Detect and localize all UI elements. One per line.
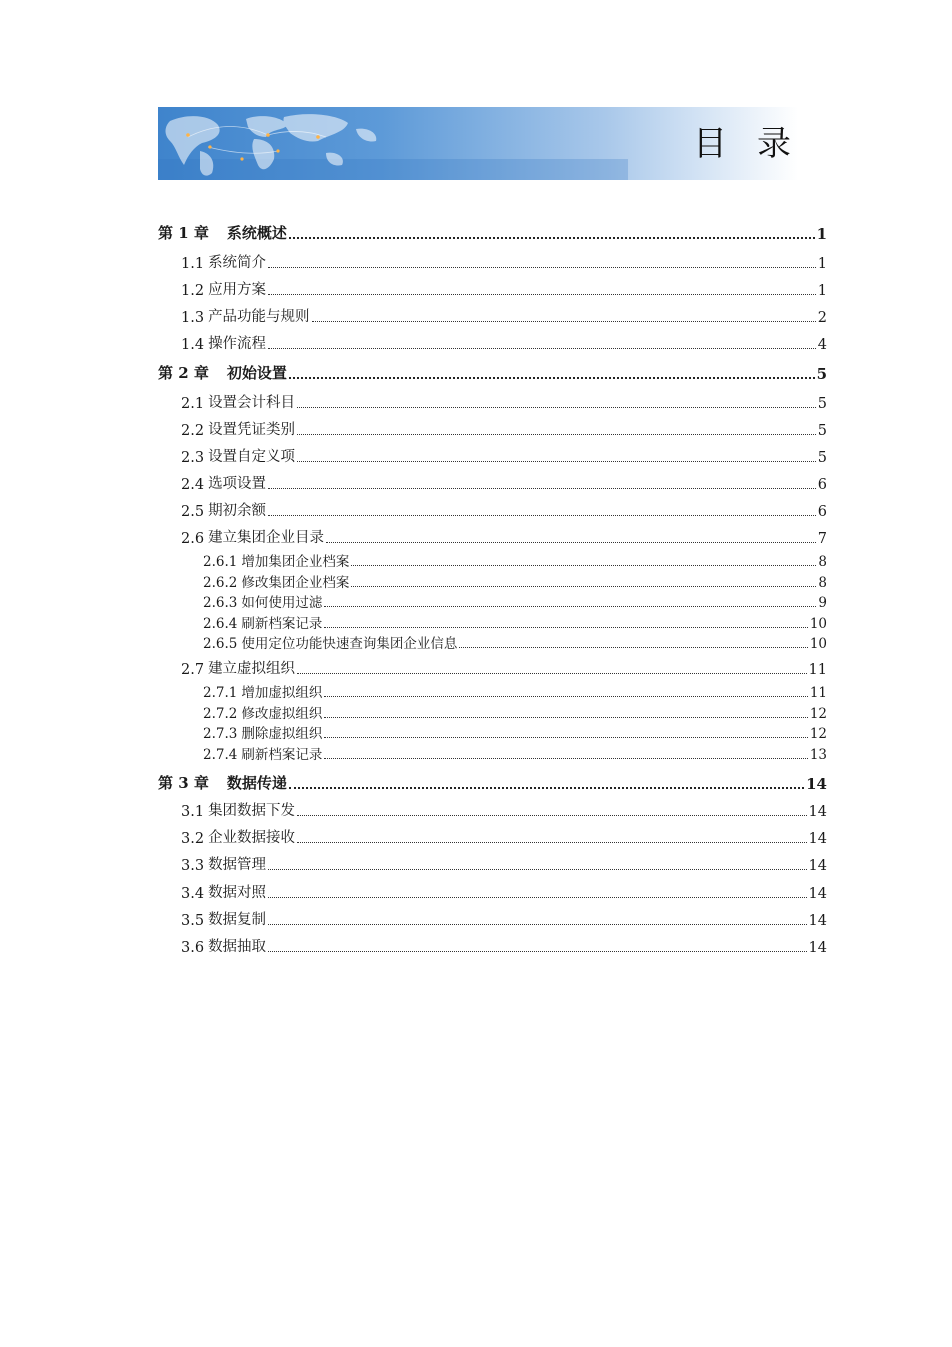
- toc-section-entry[interactable]: [181, 658, 827, 678]
- toc-entry-number: 2.5: [181, 504, 205, 520]
- toc-entry-title: 集团数据下发: [208, 803, 296, 819]
- toc-entry-page-number: 6: [817, 477, 827, 493]
- toc-entry-number: 2.6: [181, 531, 205, 547]
- toc-entry-number: 3.6: [181, 940, 205, 956]
- toc-entry-page-number: 5: [817, 396, 827, 412]
- toc-entry-page-number: 4: [817, 337, 827, 353]
- toc-section-entry[interactable]: [181, 500, 827, 520]
- toc-leader-dots: [324, 626, 807, 628]
- toc-section-entry[interactable]: [203, 746, 827, 763]
- toc-section-entry[interactable]: [203, 635, 827, 652]
- toc-chapter-entry[interactable]: [158, 223, 827, 243]
- toc-entry-title: 数据抽取: [208, 939, 267, 955]
- toc-entry-title: 建立集团企业目录: [208, 530, 325, 546]
- toc-entry-number: 2.2: [181, 423, 205, 439]
- toc-section-entry[interactable]: [181, 252, 827, 272]
- toc-entry-number: 1.4: [181, 337, 205, 353]
- toc-leader-dots: [297, 672, 806, 674]
- toc-entry-number: 3.5: [181, 913, 205, 929]
- toc-entry-title: 企业数据接收: [208, 830, 296, 846]
- toc-leader-dots: [268, 266, 816, 268]
- toc-entry-title: 增加虚拟组织: [241, 685, 323, 701]
- toc-leader-dots: [297, 406, 816, 408]
- toc-entry-number: 1.1: [181, 256, 205, 272]
- toc-entry-title: 数据对照: [208, 885, 267, 901]
- toc-section-entry[interactable]: [203, 615, 827, 632]
- toc-entry-number: 1.2: [181, 283, 205, 299]
- toc-leader-dots: [351, 564, 816, 566]
- toc-entry-page-number: 11: [809, 685, 827, 701]
- toc-entry-number: 2.6.3: [203, 595, 238, 611]
- toc-entry-page-number: 14: [808, 831, 827, 847]
- toc-entry-page-number: 12: [809, 726, 827, 742]
- toc-entry-title: 数据传递: [226, 774, 287, 792]
- toc-section-entry[interactable]: [181, 419, 827, 439]
- toc-entry-page-number: 9: [818, 595, 827, 611]
- toc-entry-page-number: 14: [808, 886, 827, 902]
- toc-section-entry[interactable]: [181, 306, 827, 326]
- toc-section-entry[interactable]: [203, 684, 827, 701]
- toc-section-entry[interactable]: [203, 725, 827, 742]
- toc-entry-number: 2.6.1: [203, 554, 238, 570]
- toc-leader-dots: [324, 736, 807, 738]
- toc-entry-page-number: 14: [806, 775, 827, 793]
- toc-section-entry[interactable]: [181, 909, 827, 929]
- toc-entry-page-number: 1: [817, 283, 827, 299]
- toc-entry-title: 数据管理: [208, 857, 267, 873]
- toc-entry-number: 2.6.4: [203, 616, 238, 632]
- toc-entry-title: 设置凭证类别: [208, 422, 296, 438]
- toc-leader-dots: [324, 605, 816, 607]
- toc-entry-page-number: 5: [817, 450, 827, 466]
- toc-section-entry[interactable]: [181, 333, 827, 353]
- toc-entry-page-number: 14: [808, 940, 827, 956]
- toc-entry-page-number: 8: [818, 575, 827, 591]
- toc-entry-number: 2.7.1: [203, 685, 238, 701]
- toc-entry-page-number: 14: [808, 804, 827, 820]
- toc-leader-dots: [268, 868, 806, 870]
- toc-entry-number: 2.6.5: [203, 636, 238, 652]
- toc-section-entry[interactable]: [203, 574, 827, 591]
- toc-entry-title: 如何使用过滤: [241, 595, 323, 611]
- toc-leader-dots: [324, 716, 807, 718]
- toc-leader-dots: [268, 950, 806, 952]
- toc-leader-dots: [268, 514, 816, 516]
- toc-section-entry[interactable]: [181, 827, 827, 847]
- toc-leader-dots: [351, 585, 816, 587]
- toc-section-entry[interactable]: [203, 553, 827, 570]
- toc-entry-page-number: 7: [817, 531, 827, 547]
- toc-entry-number: 2.7.2: [203, 706, 238, 722]
- toc-entry-title: 使用定位功能快速查询集团企业信息: [241, 636, 458, 652]
- toc-leader-dots: [297, 841, 806, 843]
- toc-section-entry[interactable]: [181, 446, 827, 466]
- toc-entry-page-number: 6: [817, 504, 827, 520]
- toc-leader-dots: [268, 896, 806, 898]
- toc-chapter-entry[interactable]: [158, 363, 827, 383]
- toc-leader-dots: [297, 814, 806, 816]
- toc-chapter-entry[interactable]: [158, 773, 827, 793]
- toc-entry-number: 第 3 章: [158, 774, 209, 792]
- toc-entry-number: 3.4: [181, 886, 205, 902]
- toc-entry-title: 修改集团企业档案: [241, 575, 350, 591]
- toc-entry-page-number: 2: [817, 310, 827, 326]
- toc-entry-page-number: 10: [809, 616, 827, 632]
- toc-leader-dots: [324, 757, 807, 759]
- toc-section-entry[interactable]: [203, 705, 827, 722]
- toc-entry-number: 第 2 章: [158, 364, 209, 382]
- toc-leader-dots: [324, 695, 807, 697]
- toc-entry-title: 修改虚拟组织: [241, 706, 323, 722]
- toc-leader-dots: [297, 433, 816, 435]
- toc-entry-title: 数据复制: [208, 912, 267, 928]
- toc-entry-title: 建立虚拟组织: [208, 661, 296, 677]
- toc-entry-number: 2.7: [181, 662, 205, 678]
- toc-entry-number: 3.3: [181, 858, 205, 874]
- toc-entry-number: 1.3: [181, 310, 205, 326]
- toc-entry-title: 系统概述: [226, 224, 287, 242]
- toc-leader-dots: [289, 236, 815, 239]
- toc-entry-title: 刷新档案记录: [241, 747, 323, 763]
- toc-leader-dots: [312, 320, 816, 322]
- toc-leader-dots: [289, 786, 804, 789]
- toc-leader-dots: [289, 376, 815, 379]
- toc-entry-number: 3.1: [181, 804, 205, 820]
- page-title: 目录: [693, 124, 821, 164]
- toc-section-entry[interactable]: [181, 279, 827, 299]
- toc-entry-page-number: 13: [809, 747, 827, 763]
- toc-section-entry[interactable]: [181, 527, 827, 547]
- toc-section-entry[interactable]: [181, 854, 827, 874]
- toc-entry-title: 期初余额: [208, 503, 267, 519]
- toc-section-entry[interactable]: [181, 882, 827, 902]
- toc-entry-number: 3.2: [181, 831, 205, 847]
- toc-entry-title: 操作流程: [208, 336, 267, 352]
- toc-leader-dots: [326, 541, 816, 543]
- toc-entry-title: 系统简介: [208, 255, 267, 271]
- toc-entry-title: 产品功能与规则: [208, 309, 310, 325]
- toc-entry-number: 2.1: [181, 396, 205, 412]
- toc-section-entry[interactable]: [203, 594, 827, 611]
- toc-leader-dots: [459, 646, 807, 648]
- toc-entry-page-number: 5: [817, 423, 827, 439]
- toc-entry-page-number: 12: [809, 706, 827, 722]
- toc-entry-number: 2.7.3: [203, 726, 238, 742]
- toc-entry-number: 2.3: [181, 450, 205, 466]
- toc-leader-dots: [268, 293, 816, 295]
- toc-section-entry[interactable]: [181, 936, 827, 956]
- toc-entry-title: 设置自定义项: [208, 449, 296, 465]
- toc-leader-dots: [268, 347, 816, 349]
- toc-entry-page-number: 11: [808, 662, 827, 678]
- toc-entry-page-number: 1: [817, 256, 827, 272]
- toc-entry-page-number: 14: [808, 858, 827, 874]
- toc-entry-title: 初始设置: [226, 364, 287, 382]
- toc-entry-title: 刷新档案记录: [241, 616, 323, 632]
- toc-entry-title: 增加集团企业档案: [241, 554, 350, 570]
- toc-entry-number: 2.4: [181, 477, 205, 493]
- toc-entry-page-number: 8: [818, 554, 827, 570]
- toc-entry-number: 2.7.4: [203, 747, 238, 763]
- toc-entry-title: 选项设置: [208, 476, 267, 492]
- toc-leader-dots: [297, 460, 816, 462]
- toc-entry-page-number: 1: [816, 225, 827, 243]
- toc-section-entry[interactable]: [181, 473, 827, 493]
- toc-entry-title: 设置会计科目: [208, 395, 296, 411]
- toc-entry-title: 删除虚拟组织: [241, 726, 323, 742]
- toc-entry-page-number: 5: [816, 365, 827, 383]
- toc-section-entry[interactable]: [181, 392, 827, 412]
- toc-entry-number: 第 1 章: [158, 224, 209, 242]
- toc-entry-page-number: 10: [809, 636, 827, 652]
- toc-section-entry[interactable]: [181, 800, 827, 820]
- toc-leader-dots: [268, 487, 816, 489]
- toc-entry-title: 应用方案: [208, 282, 267, 298]
- toc-entry-number: 2.6.2: [203, 575, 238, 591]
- toc-leader-dots: [268, 923, 806, 925]
- toc-entry-page-number: 14: [808, 913, 827, 929]
